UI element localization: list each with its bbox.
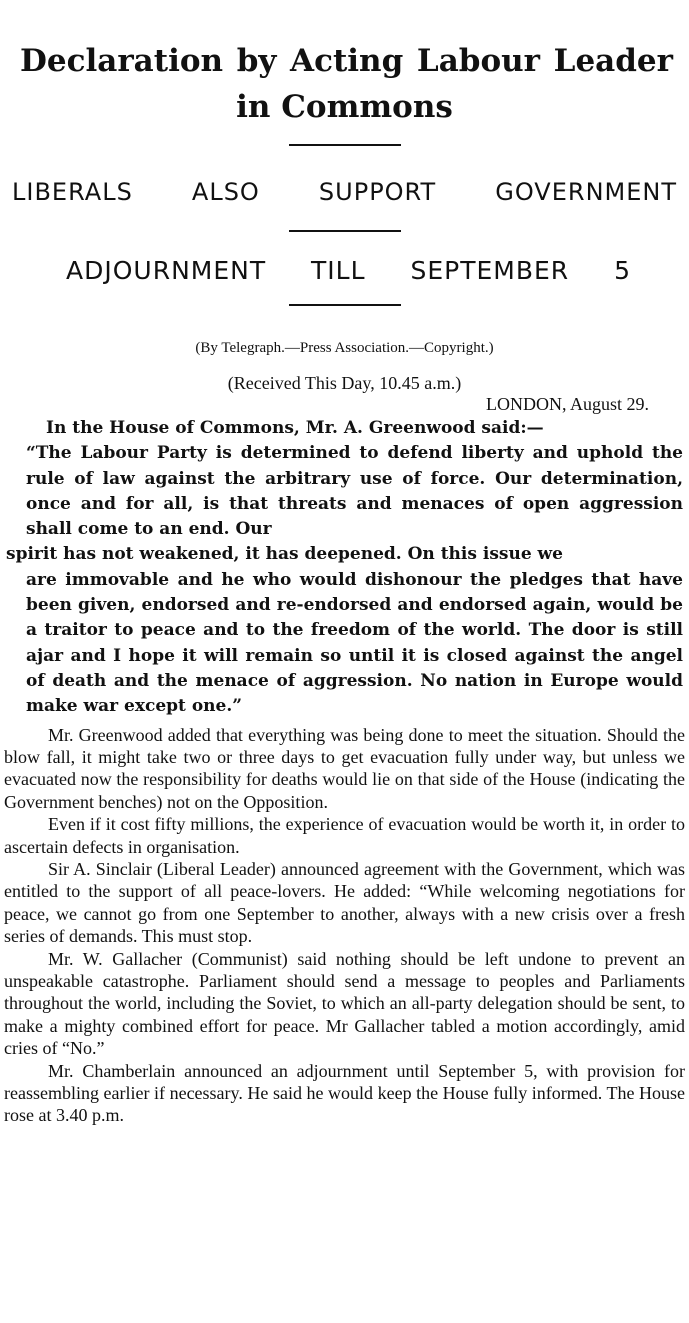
lead-paragraph bbox=[6, 416, 683, 720]
body-paragraph: Sir A. Sinclair (Liberal Leader) announced agreement with the Government, which was entitled to the support of all peace-lovers. He added: “While welcoming negotiations for peace, we cannot go from one September to another, always with a new crisis over a fresh series of demands. This must stop. bbox=[4, 859, 685, 947]
lead-quote-part-3: are immovable and he who would dishonour the pledges that have been given, endorsed and re-endorsed and endorsed again, would be a traitor to peace and to the freedom of the world. The door is still ajar and I hope it will remain so until it is closed against the angel of death and the menace of aggression. No nation in Europe would make war except one.” bbox=[26, 569, 683, 717]
received-time: (Received This Day, 10.45 a.m.) bbox=[227, 373, 462, 393]
lead-intro: In the House of Commons, Mr. A. Greenwood said:— bbox=[46, 418, 544, 438]
dateline: LONDON, August 29. bbox=[485, 394, 649, 414]
body-paragraph: Mr. W. Gallacher (Communist) said nothing should be left undone to prevent an unspeakable catastrophe. Parliament should send a message to peoples and Parliaments throughout the world, including the Soviet, to which an all-party delegation should be sent, to make a mighty combined effort for peace. Mr Gallacher tabled a motion accordingly, amid cries of “No.” bbox=[4, 948, 685, 1059]
divider-rule bbox=[289, 230, 401, 232]
article-body bbox=[4, 724, 685, 1127]
headline-line-1: Declaration by Acting Labour Leader bbox=[20, 43, 673, 79]
headline-line-2: in Commons bbox=[236, 89, 453, 125]
press-credit: (By Telegraph.—Press Association.—Copyright.) bbox=[195, 340, 494, 356]
headline bbox=[0, 0, 689, 130]
subheading-liberals: LIBERALS ALSO SUPPORT GOVERNMENT bbox=[12, 178, 677, 206]
subheading-adjournment: ADJOURNMENT TILL SEPTEMBER 5 bbox=[66, 256, 631, 285]
divider-rule bbox=[289, 304, 401, 306]
divider-rule bbox=[289, 144, 401, 146]
lead-quote-part-1: “The Labour Party is determined to defend liberty and uphold the rule of law against the arbitrary use of force. Our determination, once and for all, is that threats and menaces of open aggression shall come to an end. Our bbox=[26, 443, 683, 540]
lead-quote-part-2: spirit has not weakened, it has deepened. On this issue we bbox=[6, 544, 563, 565]
body-paragraph: Even if it cost fifty millions, the experience of evacuation would be worth it, in order to ascertain defects in organisation. bbox=[4, 814, 685, 857]
body-paragraph: Mr. Chamberlain announced an adjournment until September 5, with provision for reassembling earlier if necessary. He said he would keep the House fully informed. The House rose at 3.40 p.m. bbox=[4, 1060, 685, 1126]
body-paragraph: Mr. Greenwood added that everything was being done to meet the situation. Should the blow fall, it might take two or three days to get evacuation fully under way, but unless we evacuated now the responsibility for deaths would lie on that side of the House (indicating the Government benches) not on the Opposition. bbox=[4, 724, 685, 812]
